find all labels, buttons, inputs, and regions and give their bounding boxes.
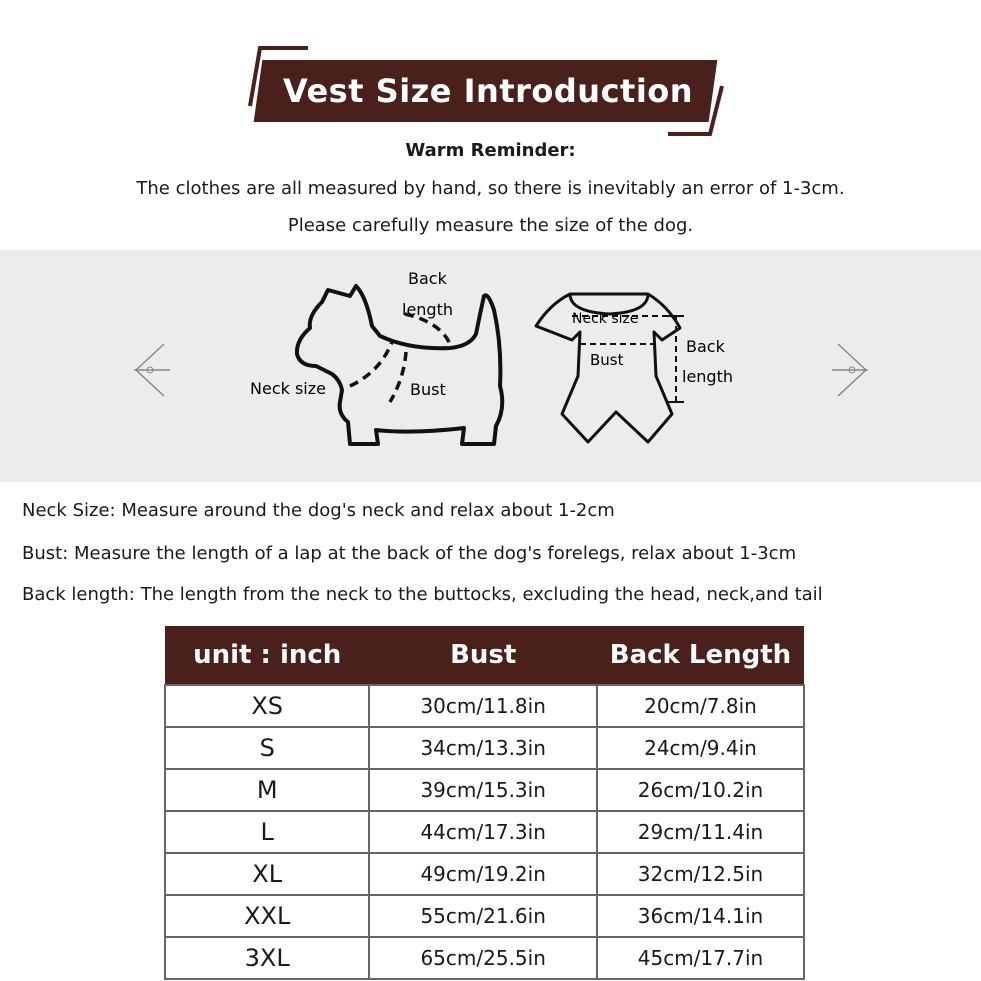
table-row [165, 895, 804, 937]
dog-label-back: Back [408, 269, 447, 288]
table-row [165, 685, 804, 727]
table-row [165, 811, 804, 853]
reminder-title: Warm Reminder: [405, 140, 576, 161]
table-header-row [165, 626, 804, 685]
header-back-length: Back Length [597, 626, 804, 685]
back-length-cell: 45cm/17.7in [597, 937, 804, 979]
header-unit: unit : inch [165, 626, 369, 685]
back-length-cell: 26cm/10.2in [597, 769, 804, 811]
bust-cell: 49cm/19.2in [369, 853, 597, 895]
bust-cell: 39cm/15.3in [369, 769, 597, 811]
description-text: Measure the length of a lap at the back of the dog's forelegs, relax about 1-3cm [68, 543, 797, 564]
table-row [165, 853, 804, 895]
size-table [164, 626, 805, 980]
vest-label-back: Back [686, 337, 725, 356]
vest-label-neck: Neck size [572, 311, 639, 327]
size-cell: XL [165, 853, 369, 895]
title-banner [248, 46, 728, 136]
bust-cell: 30cm/11.8in [369, 685, 597, 727]
back-length-description [22, 584, 823, 605]
bust-cell: 34cm/13.3in [369, 727, 597, 769]
back-length-cell: 36cm/14.1in [597, 895, 804, 937]
carousel-next-arrow-icon[interactable] [832, 340, 872, 400]
vest-measure-lines [572, 316, 684, 402]
size-cell: XS [165, 685, 369, 727]
size-cell: L [165, 811, 369, 853]
description-text: Measure around the dog's neck and relax about 1-2cm [115, 500, 615, 521]
dog-outline-icon [297, 286, 502, 444]
description-term: Neck Size: [22, 500, 116, 521]
table-row [165, 937, 804, 979]
table-row [165, 769, 804, 811]
page-title: Vest Size Introduction [282, 72, 694, 110]
back-length-cell: 20cm/7.8in [597, 685, 804, 727]
dog-label-bust: Bust [410, 380, 446, 399]
description-term: Back length: [22, 584, 135, 605]
bust-cell: 65cm/25.5in [369, 937, 597, 979]
bust-cell: 55cm/21.6in [369, 895, 597, 937]
carousel-prev-arrow-icon[interactable] [130, 340, 170, 400]
bust-cell: 44cm/17.3in [369, 811, 597, 853]
description-term: Bust: [22, 543, 69, 564]
vest-label-bust: Bust [590, 351, 624, 369]
size-cell: 3XL [165, 937, 369, 979]
reminder-line-1: The clothes are all measured by hand, so there is inevitably an error of 1-3cm. [136, 178, 845, 199]
vest-measure-diagram [530, 282, 750, 452]
table-row [165, 727, 804, 769]
description-text: The length from the neck to the buttocks, excluding the head, neck,and tail [134, 584, 823, 605]
reminder-line-2: Please carefully measure the size of the dog. [287, 215, 694, 236]
neck-size-description [22, 500, 615, 521]
back-length-cell: 32cm/12.5in [597, 853, 804, 895]
dog-label-neck: Neck size [250, 379, 326, 398]
size-cell: S [165, 727, 369, 769]
header-bust: Bust [369, 626, 597, 685]
dog-measure-diagram [240, 262, 520, 462]
dog-label-length: length [402, 300, 453, 319]
back-length-cell: 29cm/11.4in [597, 811, 804, 853]
size-cell: XXL [165, 895, 369, 937]
bust-description [22, 543, 796, 564]
vest-label-length: length [682, 367, 733, 386]
size-cell: M [165, 769, 369, 811]
back-length-cell: 24cm/9.4in [597, 727, 804, 769]
